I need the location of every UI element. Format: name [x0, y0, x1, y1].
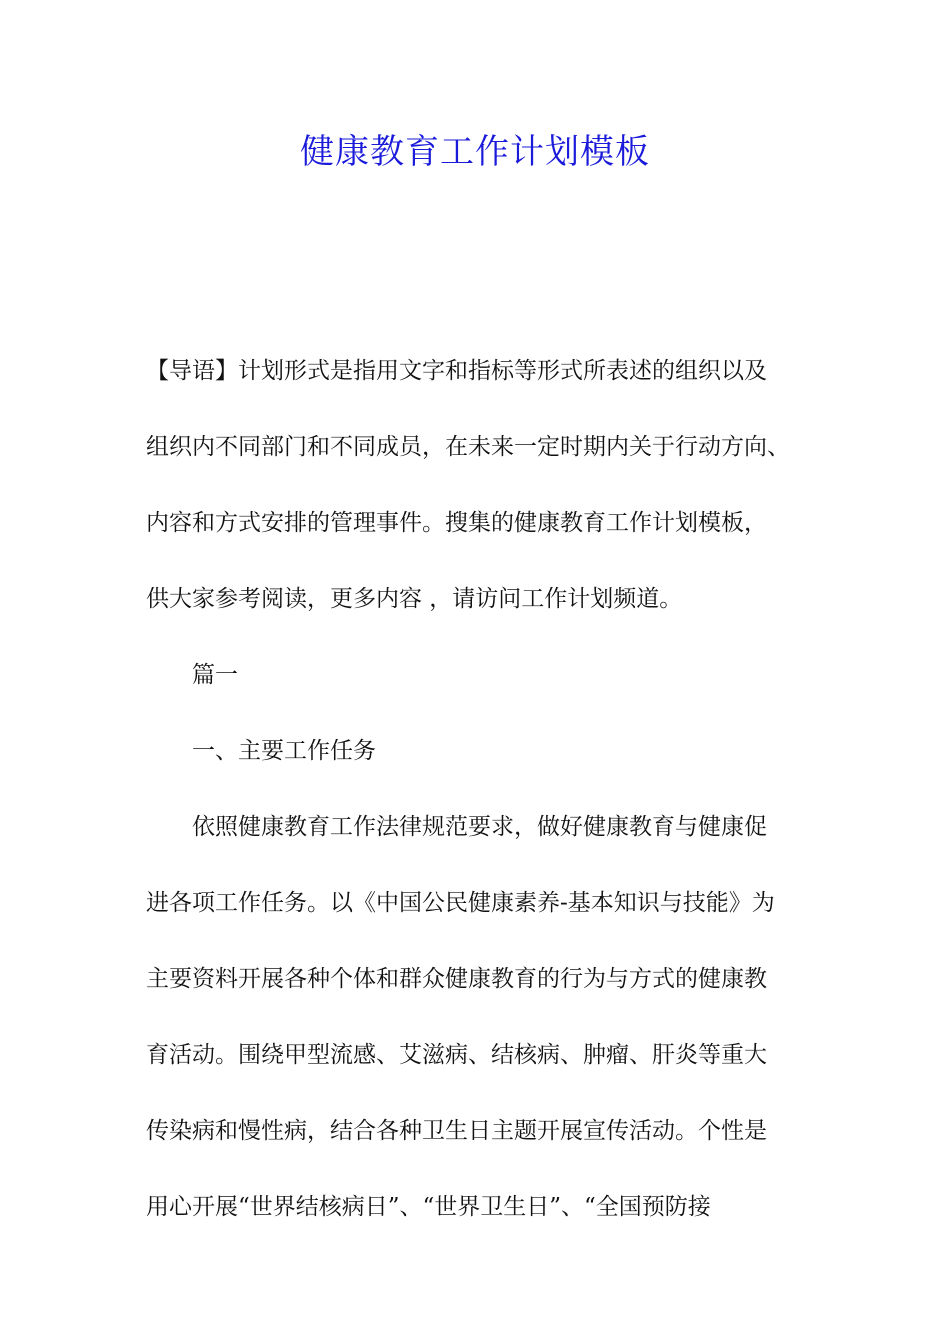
- paragraph-line-3: 主要资料开展各种个体和群众健康教育的行为与方式的健康教: [146, 966, 767, 992]
- document-body: [146, 344, 816, 1256]
- paragraph-line-2: 进各项工作任务。以《中国公民健康素养-基本知识与技能》为: [146, 890, 775, 916]
- intro-line-4: 供大家参考阅读，更多内容 ，请访问工作计划频道。: [146, 586, 683, 612]
- intro-line-2: 组织内不同部门和不同成员，在未来一定时期内关于行动方向、: [146, 434, 790, 460]
- paragraph-line-5: 传染病和慢性病，结合各种卫生日主题开展宣传活动。个性是: [146, 1118, 767, 1144]
- document-title: 健康教育工作计划模板: [300, 132, 650, 172]
- paragraph-line-1: 依照健康教育工作法律规范要求，做好健康教育与健康促: [192, 814, 767, 840]
- intro-line-1: 【导语】计划形式是指用文字和指标等形式所表述的组织以及: [146, 358, 767, 384]
- paragraph-line-4: 育活动。围绕甲型流感、艾滋病、结核病、肿瘤、肝炎等重大: [146, 1042, 767, 1068]
- section-heading: 篇一: [192, 662, 238, 688]
- intro-line-3: 内容和方式安排的管理事件。搜集的健康教育工作计划模板，: [146, 510, 767, 536]
- paragraph-line-6: 用心开展“世界结核病日”、“世界卫生日”、“全国预防接: [146, 1194, 711, 1220]
- subsection-heading: 一、主要工作任务: [192, 738, 376, 764]
